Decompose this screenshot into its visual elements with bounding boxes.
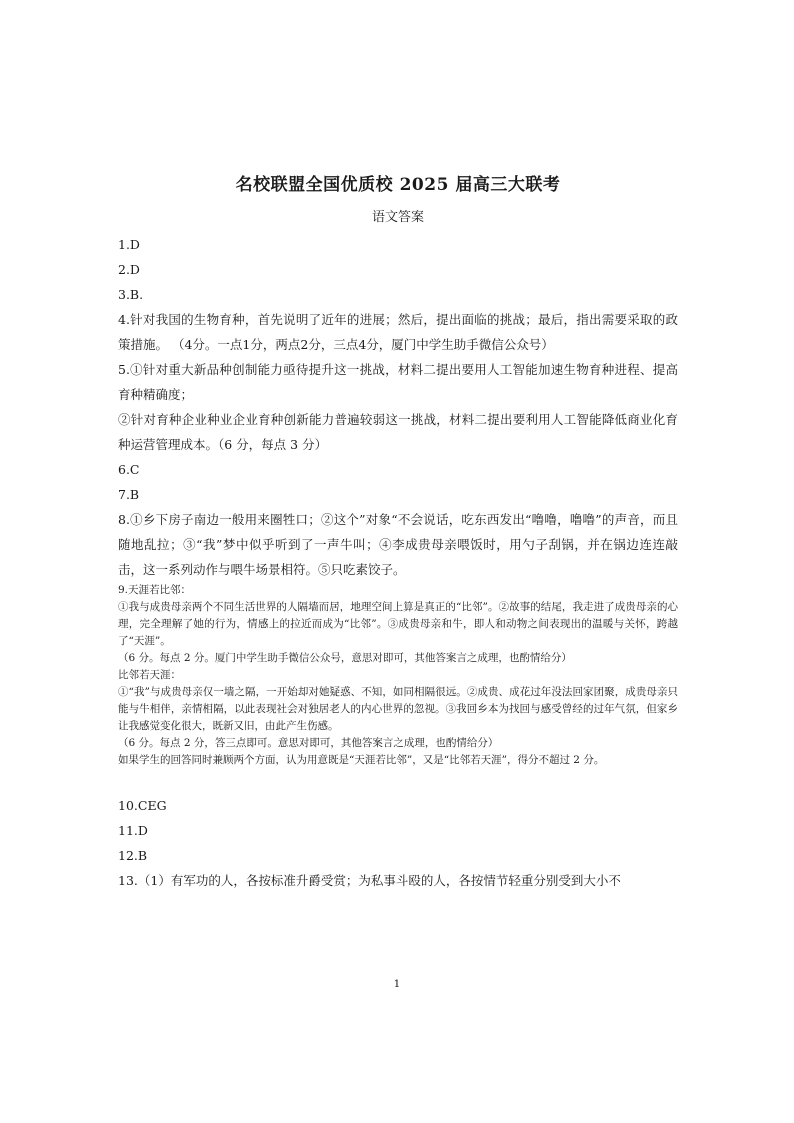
answer-10: 10.CEG (118, 798, 167, 813)
answer-4: 4.针对我国的生物育种，首先说明了近年的进展；然后，提出面临的挑战；最后，指出需要采取的政策措施。 （4分。一点1分，两点2分，三点4分，厦门中学生助手微信公众号） (118, 312, 678, 352)
answer-body (118, 232, 678, 893)
page-number: 1 (393, 978, 401, 990)
answer-7: 7.B (118, 487, 140, 502)
answer-5-point-1: 5.①针对重大新品种创制能力亟待提升这一挑战，材料二提出要用人工智能加速生物育种进程、提高育种精确度； (118, 362, 678, 402)
document-title: 名校联盟全国优质校 2025 届高三大联考 (235, 175, 561, 195)
answer-3: 3.B. (118, 287, 144, 302)
answer-12: 12.B (118, 848, 148, 863)
spacer (118, 769, 678, 793)
answer-9-para-b: ①“我”与成贵母亲仅一墙之隔，一开始却对她疑惑、不知，如同相隔很远。②成贵、成花过年没法回家团聚，成贵母亲只能与牛相伴，亲情相隔，以此表现社会对独居老人的内心世界的忽视。③我回乡本为找回与感受曾经的过年气氛，但家乡让我感觉变化很大，既新又旧，由此产生伤感。 (118, 686, 678, 732)
answer-9-heading-a: 9.天涯若比邻： (118, 584, 192, 596)
answer-5-point-2: ②针对育种企业种业企业育种创新能力普遍较弱这一挑战，材料二提出要利用人工智能降低商业化育种运营管理成本。（6 分，每点 3 分） (118, 412, 678, 452)
document-subtitle: 语文答案 (371, 210, 424, 225)
answer-9-score-b: （6 分。每点 2 分，答三点即可。意思对即可，其他答案言之成理，也酌情给分） (118, 737, 499, 749)
answer-2: 2.D (118, 262, 140, 277)
answer-8: 8.①乡下房子南边一般用来圈牲口；②这个”对象“不会说话，吃东西发出“噜噜，噜噜”的声音，而且随地乱拉；③“我”梦中似乎听到了一声牛叫；④李成贵母亲喂饭时，用勺子刮锅，并在锅边连连敲击，这一系列动作与喂牛场景相符。⑤只吃素饺子。 (118, 512, 678, 577)
answer-9-score-a: （6 分。每点 2 分。厦门中学生助手微信公众号，意思对即可，其他答案言之成理，也酌情给分） (118, 652, 572, 664)
answer-13: 13.（1）有军功的人，各按标准升爵受赏；为私事斗殴的人，各按情节轻重分别受到大小不 (118, 873, 621, 888)
answer-9-para-a: ①我与成贵母亲两个不同生活世界的人隔墙而居，地理空间上算是真正的“比邻”。②故事的结尾，我走进了成贵母亲的心理，完全理解了她的行为，情感上的拉近而成为“比邻”。③成贵母亲和牛，即人和动物之间表现出的温暖与关怀，跨越了“天涯”。 (118, 601, 678, 647)
answer-9-note: 如果学生的回答同时兼顾两个方面，认为用意既是“天涯若比邻”，又是“比邻若天涯”，得分不超过 2 分。 (118, 754, 605, 766)
answer-1: 1.D (118, 237, 140, 252)
answer-6: 6.C (118, 462, 140, 477)
answer-11: 11.D (118, 823, 148, 838)
answer-9-heading-b: 比邻若天涯： (118, 669, 181, 681)
